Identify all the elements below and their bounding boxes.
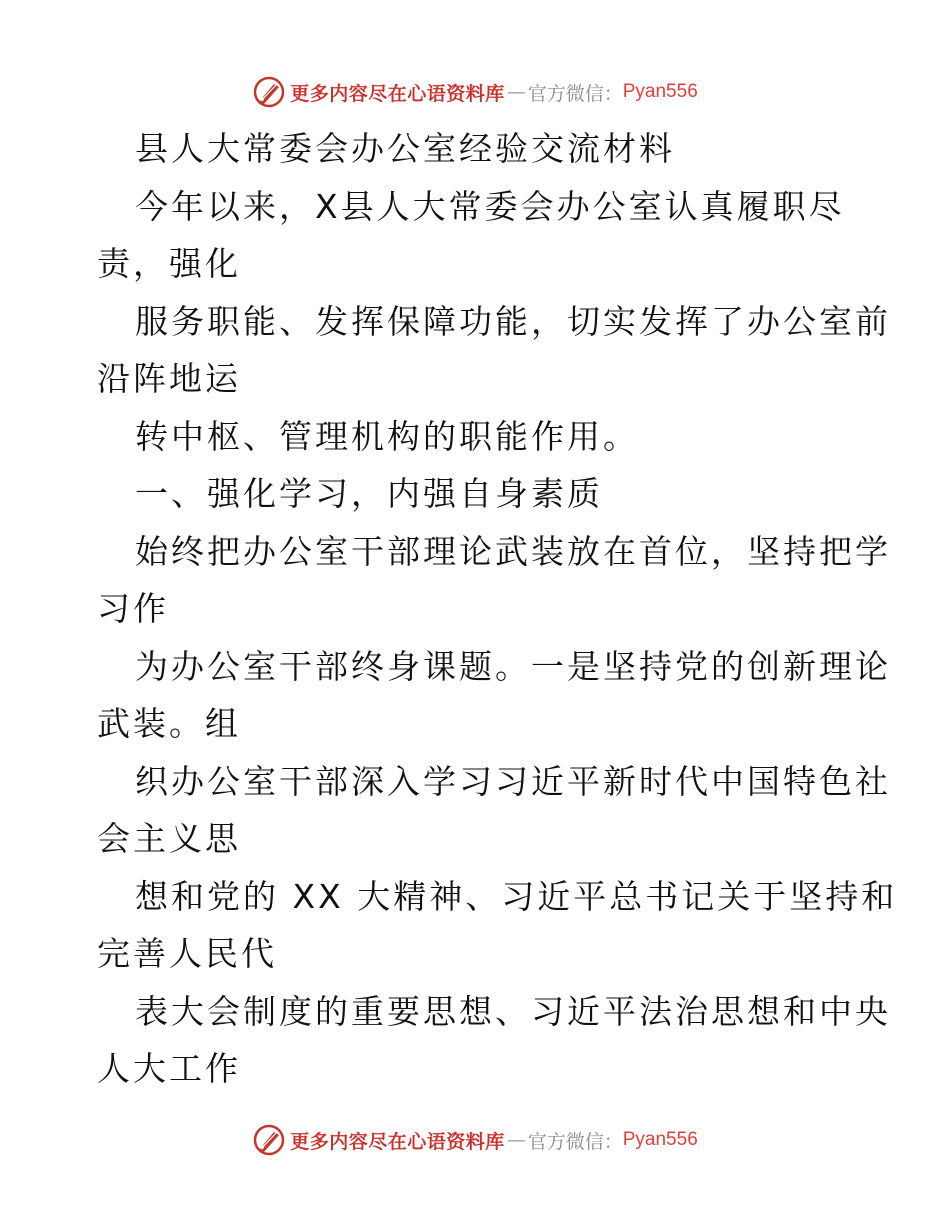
paragraph-line: 会主义思 [97, 819, 241, 858]
paragraph-line: 表大会制度的重要思想、习近平法治思想和中央 [135, 991, 891, 1031]
site-name: 更多内容尽在心语资料库 [290, 1130, 505, 1153]
wechat-label: 官方微信： [527, 1130, 623, 1153]
paragraph-line: 服务职能、发挥保障功能，切实发挥了办公室前 [135, 301, 891, 341]
paragraph-line: 沿阵地运 [97, 359, 241, 398]
paragraph-line: 织办公室干部深入学习习近平新时代中国特色社 [135, 761, 891, 801]
footer-banner[interactable] [0, 1120, 950, 1160]
pen-feather-logo-icon [252, 1123, 286, 1157]
document-body [97, 120, 898, 1098]
site-name: 更多内容尽在心语资料库 [290, 82, 505, 105]
section-heading: 一、强化学习，内强自身素质 [135, 474, 603, 513]
paragraph-line: 想和党的 XX 大精神、习近平总书记关于坚持和 [135, 876, 898, 916]
header-banner[interactable] [0, 72, 950, 112]
pen-feather-logo-icon [252, 75, 286, 109]
paragraph-line: 为办公室干部终身课题。一是坚持党的创新理论 [135, 646, 891, 686]
wechat-handle: Pyan556 [622, 1129, 698, 1150]
paragraph-line: 今年以来，X县人大常委会办公室认真履职尽 [135, 186, 845, 226]
paragraph-line: 习作 [97, 589, 169, 628]
paragraph-line: 完善人民代 [97, 934, 277, 973]
banner-separator: — [506, 1129, 526, 1151]
wechat-handle: Pyan556 [622, 81, 698, 102]
paragraph-line: 武装。组 [97, 704, 241, 743]
wechat-label: 官方微信： [527, 82, 623, 105]
paragraph-line: 人大工作 [97, 1049, 241, 1088]
document-title: 县人大常委会办公室经验交流材料 [135, 129, 675, 168]
paragraph-line: 责，强化 [97, 244, 241, 283]
paragraph-line: 始终把办公室干部理论武装放在首位，坚持把学 [135, 531, 891, 571]
paragraph-line: 转中枢、管理机构的职能作用。 [135, 416, 639, 456]
banner-separator: — [506, 81, 526, 103]
